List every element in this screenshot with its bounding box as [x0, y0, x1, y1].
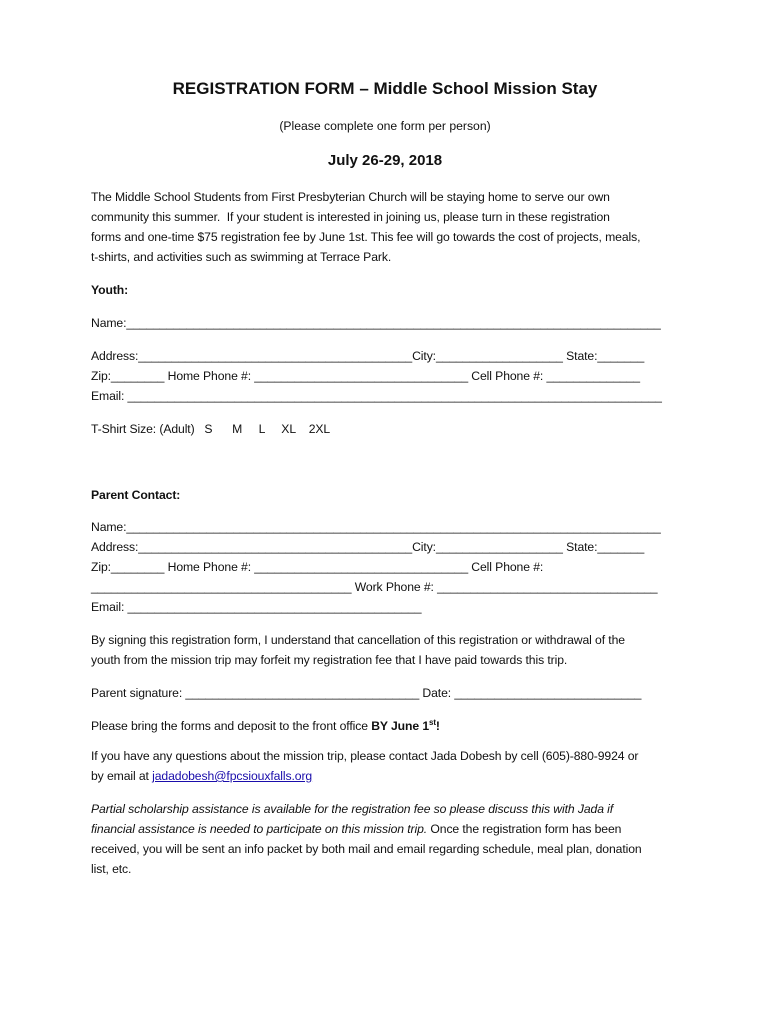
- deadline-sup: st: [429, 718, 436, 727]
- form-subtitle: (Please complete one form per person): [279, 119, 491, 133]
- youth-address-field[interactable]: Address:_________________________________________City:___________________ State:_______: [91, 349, 645, 363]
- form-title: REGISTRATION FORM – Middle School Mission Stay: [172, 79, 598, 98]
- scholarship-line-1: Partial scholarship assistance is available for the registration fee so please discuss this with Jada if: [91, 802, 614, 816]
- scholarship-rest-2: Once the registration form has been: [427, 822, 622, 836]
- youth-zip-phone-field[interactable]: Zip:________ Home Phone #: ________________________________ Cell Phone #: ______________: [91, 369, 640, 383]
- bring-forms-note: [91, 718, 440, 733]
- youth-heading: Youth:: [91, 283, 129, 297]
- bring-text: Please bring the forms and deposit to the front office: [91, 719, 372, 733]
- questions-line-1: If you have any questions about the mission trip, please contact Jada Dobesh by cell (605)-880-9924 or: [91, 749, 639, 763]
- youth-name-field[interactable]: Name:________________________________________________________________________________: [91, 316, 661, 330]
- parent-contact-heading: Parent Contact:: [91, 488, 181, 502]
- questions-prefix: by email at: [91, 769, 153, 783]
- intro-line-1: The Middle School Students from First Presbyterian Church will be staying home to serve our own: [91, 190, 610, 204]
- scholarship-line-4: list, etc.: [91, 862, 132, 876]
- tshirt-size-options[interactable]: T-Shirt Size: (Adult) S M L XL 2XL: [91, 422, 331, 436]
- deadline-end: !: [435, 719, 440, 733]
- parent-signature-field[interactable]: Parent signature: ___________________________________ Date: ____________________________: [91, 686, 642, 700]
- intro-line-3: forms and one-time $75 registration fee by June 1st. This fee will go towards the cost of projects, meals,: [91, 230, 641, 244]
- parent-address-field[interactable]: Address:_________________________________________City:___________________ State:_______: [91, 540, 645, 554]
- questions-line-2: [91, 769, 312, 783]
- youth-email-field[interactable]: Email: ________________________________________________________________________________: [91, 389, 662, 403]
- deadline: [371, 719, 440, 733]
- scholarship-line-3: received, you will be sent an info packet by both mail and email regarding schedule, meal plan, donation: [91, 842, 642, 856]
- contact-email-link[interactable]: jadadobesh@fpcsiouxfalls.org: [152, 769, 313, 783]
- parent-email-field[interactable]: Email: ____________________________________________: [91, 600, 422, 614]
- consent-line-2: youth from the mission trip may forfeit my registration fee that I have paid towards this trip.: [91, 653, 568, 667]
- parent-name-field[interactable]: Name:________________________________________________________________________________: [91, 520, 661, 534]
- parent-zip-phone-field[interactable]: Zip:________ Home Phone #: ________________________________ Cell Phone #:: [91, 560, 544, 574]
- parent-work-phone-field[interactable]: _______________________________________ Work Phone #: _________________________________: [91, 580, 658, 594]
- intro-line-2: community this summer. If your student is interested in joining us, please turn in these registration: [91, 210, 610, 224]
- deadline-text: BY June 1: [371, 719, 429, 733]
- consent-line-1: By signing this registration form, I understand that cancellation of this registration or withdrawal of the: [91, 633, 625, 647]
- scholarship-italic-2: financial assistance is needed to participate on this mission trip.: [91, 822, 428, 836]
- intro-line-4: t-shirts, and activities such as swimming at Terrace Park.: [91, 250, 392, 264]
- event-date: July 26-29, 2018: [327, 152, 443, 169]
- scholarship-line-2: [91, 822, 621, 836]
